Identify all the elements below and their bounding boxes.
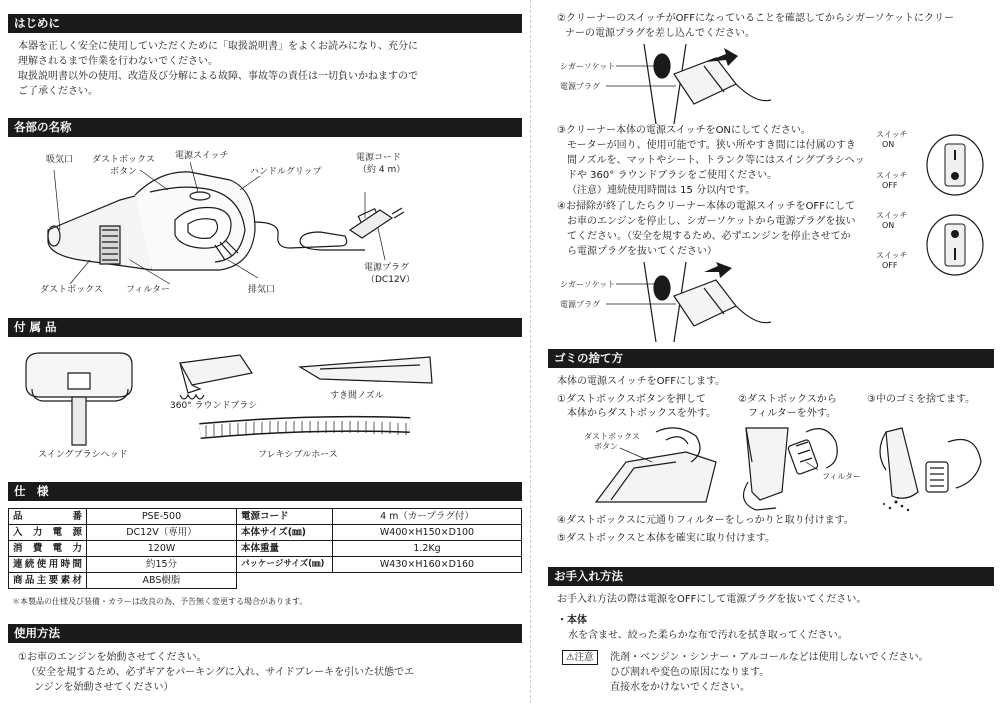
table-row xyxy=(9,541,522,557)
caution-line-1: 洗剤・ベンジン・シンナー・アルコールなどは使用しないでください。 xyxy=(610,652,929,663)
switch-on-icon xyxy=(920,132,990,198)
spec-value: W400×H150×D100 xyxy=(333,525,522,541)
table-row xyxy=(9,525,522,541)
step-2-line-2: ナーの電源プラグを差し込んでください。 xyxy=(565,28,755,39)
label-cord-2: （約 4 m） xyxy=(358,165,406,175)
step-3-line-2: モーターが回り、使用可能です。狭い所やすき間には付属のすき xyxy=(567,140,856,151)
intro-line-1: 本器を正しく安全に使用していただくために「取扱説明書」をよくお読みになり、充分に xyxy=(18,41,418,52)
specs-table xyxy=(8,508,522,589)
label-swing-brush: スイングブラシヘッド xyxy=(38,450,128,460)
trash-step-3: ③中のゴミを捨てます。 xyxy=(867,394,976,405)
care-body-title: ・本体 xyxy=(557,615,587,626)
spec-value: 120W xyxy=(87,541,237,557)
care-heading: お手入れ方法 xyxy=(548,567,994,586)
label-crevice-nozzle: すき間ノズル xyxy=(330,391,384,401)
spec-value: W430×H160×D160 xyxy=(333,557,522,573)
trash-step-1-line-2: 本体からダストボックスを外す。 xyxy=(567,408,717,419)
specs-heading: 仕 様 xyxy=(8,482,522,501)
caution-tag: ⚠注意 xyxy=(562,650,598,665)
step-2-line-1: ②クリーナーのスイッチがOFFになっていることを確認してからシガーソケットにクリー xyxy=(557,13,954,24)
spec-value: 4 m（カープラグ付） xyxy=(333,509,522,525)
label-plug-2: （DC12V） xyxy=(366,275,415,285)
spec-key: 本体重量 xyxy=(237,541,333,557)
spec-value: 約15分 xyxy=(87,557,237,573)
trash-step-1-line-1: ①ダストボックスボタンを押して xyxy=(557,394,706,405)
spec-value: ABS樹脂 xyxy=(87,573,237,589)
spec-key: 本体サイズ(㎜) xyxy=(237,525,333,541)
caution-line-3: 直接水をかけないでください。 xyxy=(610,682,750,693)
switch-off-icon xyxy=(920,212,990,278)
trash-intro: 本体の電源スイッチをOFFにします。 xyxy=(557,376,726,387)
step-4-line-1: ④お掃除が終了したらクリーナー本体の電源スイッチをOFFにして xyxy=(557,201,855,212)
intro-line-4: ご了承ください。 xyxy=(18,86,98,97)
trash-filter-label: フィルター xyxy=(822,472,862,481)
trash-step-2-line-1: ②ダストボックスから xyxy=(738,394,837,405)
step-3-line-1: ③クリーナー本体の電源スイッチをONにしてください。 xyxy=(557,125,811,136)
parts-heading: 各部の名称 xyxy=(8,118,522,137)
table-row xyxy=(9,573,522,589)
plug-label-1: 電源プラグ xyxy=(560,82,600,91)
usage-heading: 使用方法 xyxy=(8,624,522,643)
label-intake: 吸気口 xyxy=(46,155,74,165)
switch-label-off-2: スイッチ xyxy=(876,251,908,260)
label-power-switch: 電源スイッチ xyxy=(175,151,229,161)
spec-key: パッケージサイズ(㎜) xyxy=(237,557,333,573)
label-dustbox-button-2: ボタン xyxy=(110,167,138,177)
spec-empty xyxy=(333,573,522,589)
usage-step-1-note-1: （安全を規するため、必ずギアをパーキングに入れ、サイドブレーキを引いた状態でエ xyxy=(26,667,415,678)
spec-key: 品番 xyxy=(9,509,87,525)
trash-step-2-line-2: フィルターを外す。 xyxy=(748,408,836,419)
label-dustbox-button-1: ダストボックス xyxy=(92,155,155,165)
step-4-line-4: ら電源プラグを抜いてください） xyxy=(567,246,717,257)
switch-label-off: スイッチ xyxy=(876,171,908,180)
on-label: ON xyxy=(882,140,895,149)
spec-key: 連続使用時間 xyxy=(9,557,87,573)
label-dustbox: ダストボックス xyxy=(40,285,103,295)
specs-footnote: ＊本製品の仕様及び装備・カラーは改良の為、予告無く変更する場合があります。 xyxy=(12,597,308,606)
socket-label-2: シガーソケット xyxy=(560,280,616,289)
off-label: OFF xyxy=(882,181,898,190)
intro-line-2: 理解されるまで作業を行わないでください。 xyxy=(18,56,218,67)
caution-badge xyxy=(562,650,598,666)
intro-line-3: 取扱説明書以外の使用、改造及び分解による故障、事故等の責任は一切負いかねますので xyxy=(18,71,418,82)
spec-value: 1.2Kg xyxy=(333,541,522,557)
plug-label-2: 電源プラグ xyxy=(560,300,600,309)
label-plug-1: 電源プラグ xyxy=(364,263,410,273)
label-exhaust: 排気口 xyxy=(248,285,276,295)
step-4-line-2: お車のエンジンを停止し、シガーソケットから電源プラグを抜い xyxy=(567,216,856,227)
trash-btn-label-2: ボタン xyxy=(594,442,618,451)
intro-heading: はじめに xyxy=(8,14,522,33)
caution-line-2: ひび割れや変色の原因になります。 xyxy=(610,667,770,678)
label-handle-grip: ハンドルグリップ xyxy=(250,167,322,177)
spec-key: 電源コード xyxy=(237,509,333,525)
on-label-2: ON xyxy=(882,221,895,230)
spec-key: 商品主要素材 xyxy=(9,573,87,589)
accessories-heading: 付 属 品 xyxy=(8,318,522,337)
label-round-brush: 360° ラウンドブラシ xyxy=(170,401,258,411)
spec-empty xyxy=(237,573,333,589)
step-3-line-3: 間ノズルを、マットやシート、トランク等にはスイングブラシヘッ xyxy=(567,155,865,166)
step-3-line-5: （注意）連続使用時間は 15 分以内です。 xyxy=(567,185,756,196)
trash-step-5: ⑤ダストボックスと本体を確実に取り付けます。 xyxy=(557,533,776,544)
care-intro: お手入れ方法の際は電源をOFFにして電源プラグを抜いてください。 xyxy=(557,594,867,605)
trash-step-4: ④ダストボックスに元通りフィルターをしっかりと取り付けます。 xyxy=(557,515,854,526)
label-flexible-hose: フレキシブルホース xyxy=(258,450,338,460)
table-row xyxy=(9,557,522,573)
spec-value: DC12V（専用） xyxy=(87,525,237,541)
spec-key: 入力電源 xyxy=(9,525,87,541)
page-fold xyxy=(530,0,531,703)
usage-step-1-note-2: ンジンを始動させてください） xyxy=(34,682,174,693)
care-body-text: 水を含ませ、絞った柔らかな布で汚れを拭き取ってください。 xyxy=(568,630,848,641)
step-4-line-3: てください。（安全を規するため、必ずエンジンを停止させてか xyxy=(567,231,851,242)
trash-heading: ゴミの捨て方 xyxy=(548,349,994,368)
step-3-line-4: ドや 360° ラウンドブラシをご使用ください。 xyxy=(567,170,778,181)
switch-label-on: スイッチ xyxy=(876,130,908,139)
trash-btn-label-1: ダストボックス xyxy=(584,432,640,441)
off-label-2: OFF xyxy=(882,261,898,270)
spec-key: 消費電力 xyxy=(9,541,87,557)
table-row xyxy=(9,509,522,525)
label-cord-1: 電源コード xyxy=(356,153,402,163)
label-filter: フィルター xyxy=(126,285,170,295)
spec-value: PSE-500 xyxy=(87,509,237,525)
switch-label-on-2: スイッチ xyxy=(876,211,908,220)
usage-step-1: ①お車のエンジンを始動させてください。 xyxy=(18,652,207,663)
socket-label-1: シガーソケット xyxy=(560,62,616,71)
